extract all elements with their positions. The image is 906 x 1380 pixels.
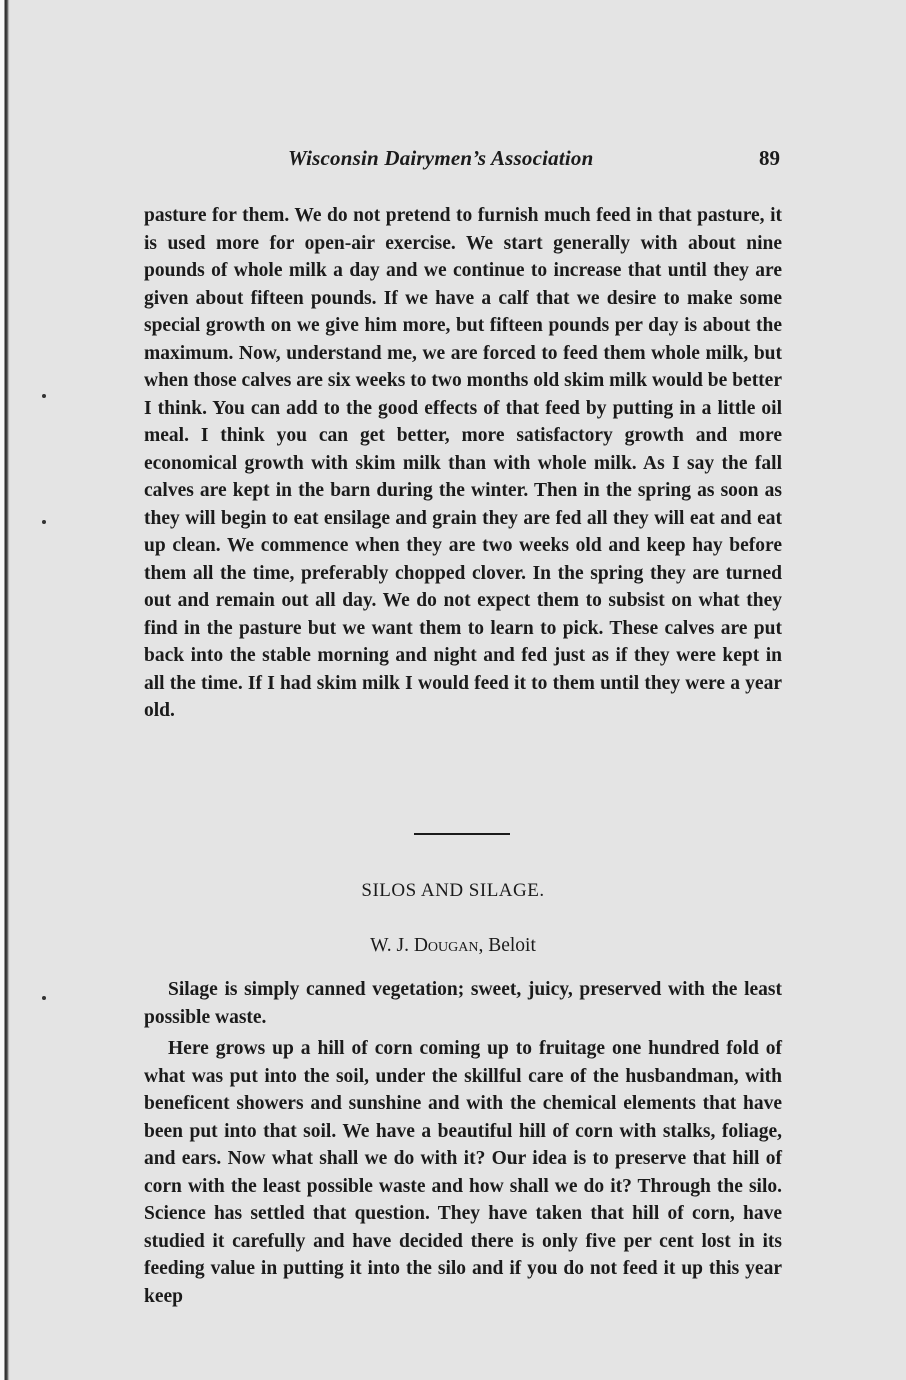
page-header: [146, 146, 782, 176]
author-location: , Beloit: [478, 935, 536, 956]
scan-speck: [42, 394, 46, 398]
page-binding-edge: [0, 0, 10, 1380]
continuation-paragraph: pasture for them. We do not pretend to furnish much feed in that pasture, it is used more for open-air exercise. We start generally with about nine pounds of whole milk a day and we continue to increase that until they are given about fifteen pounds. If we have a calf that we desire to make some special growth on we give him more, but fifteen pounds per day is about the maximum. Now, understand me, we are forced to feed them whole milk, but when those calves are six weeks to two months old skim milk would be better I think. You can add to the good effects of that feed by putting in a little oil meal. I think you can get better, more satisfactory growth and more economical growth with skim milk than with whole milk. As I say the fall calves are kept in the barn during the winter. Then in the spring as soon as they will begin to eat ensilage and grain they are fed all they will eat and eat up clean. We commence when they are two weeks old and keep hay before them all the time, preferably chopped clover. In the spring they are turned out and remain out all day. We do not expect them to subsist on what they find in the pasture but we want them to learn to pick. These calves are put back into the stable morning and night and fed just as if they were kept in all the time. If I had skim milk I would feed it to them until they were a year old.: [144, 205, 782, 721]
section-title: SILOS AND SILAGE.: [361, 880, 545, 901]
article-paragraph: Here grows up a hill of corn coming up to fruitage one hundred fold of what was put into the soil, under the skillful care of the husbandman, with beneficent showers and sunshine and with the chemical elements that have been put into that soil. We have a beautiful hill of corn with stalks, foliage, and ears. Now what shall we do with it? Our idea is to preserve that hill of corn with the least possible waste and how shall we do it? Through the silo. Science has settled that question. They have taken that hill of corn, have studied it carefully and have decided there is only five per cent lost in its feeding value in putting it into the silo and if you do not feed it up this year keep: [144, 1038, 782, 1307]
article-paragraph: Silage is simply canned vegetation; sweet, juicy, preserved with the least possible waste.: [144, 979, 782, 1028]
article-body: [144, 976, 782, 1310]
running-title: Wisconsin Dairymen’s Association: [288, 146, 594, 170]
author-initials: W. J.: [370, 935, 409, 956]
author-byline: [0, 935, 906, 957]
continuation-paragraph-block: [144, 202, 782, 725]
section-divider: [414, 833, 510, 835]
scan-speck: [42, 520, 46, 524]
scan-speck: [42, 996, 46, 1000]
page-number: 89: [759, 146, 780, 170]
author-name: Dougan: [413, 935, 479, 956]
